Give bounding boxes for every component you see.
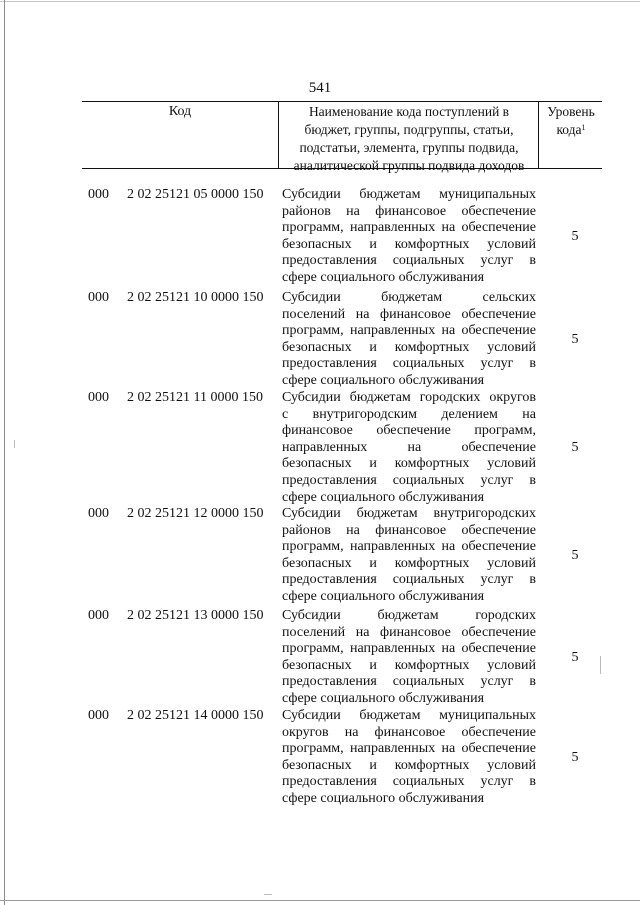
description-line: с внутригородским делением на xyxy=(282,406,536,422)
description-line: безопасных и комфортных условий xyxy=(282,757,536,773)
admin-code: 000 xyxy=(88,608,109,623)
description-line: поселений на финансовое обеспечение xyxy=(282,306,536,322)
description-line: предоставления социальных услуг в xyxy=(282,572,536,588)
description-line: поселений на финансовое обеспечение xyxy=(282,624,536,640)
admin-code: 000 xyxy=(88,506,109,521)
admin-code: 000 xyxy=(88,708,109,723)
description-line: программ, направленных на обеспечение xyxy=(282,323,536,339)
revenue-description xyxy=(282,187,536,287)
revenue-code: 2 02 25121 14 0000 150 xyxy=(127,708,264,723)
description-line: округов на финансовое обеспечение xyxy=(282,724,536,740)
revenue-code: 2 02 25121 12 0000 150 xyxy=(127,506,264,521)
table-header xyxy=(82,101,602,173)
admin-code: 000 xyxy=(88,390,109,405)
page-bottom-edge xyxy=(0,900,640,901)
description-line: сфере социального обслуживания xyxy=(282,489,485,505)
revenue-code: 2 02 25121 11 0000 150 xyxy=(127,390,263,405)
revenue-description xyxy=(282,608,536,708)
description-line: безопасных и комфортных условий xyxy=(282,339,536,355)
scan-speck xyxy=(600,656,601,674)
revenue-description xyxy=(282,708,536,808)
description-line: сфере социального обслуживания xyxy=(282,372,485,388)
revenue-description xyxy=(282,390,536,506)
header-code-cell xyxy=(82,102,279,168)
description-line: Субсидии бюджетам сельских xyxy=(282,290,536,305)
revenue-description xyxy=(282,290,536,390)
description-line: финансовое обеспечение программ, xyxy=(282,423,536,439)
header-name-line: Наименование кода поступлений в xyxy=(308,104,510,119)
header-level-line2 xyxy=(540,122,602,138)
description-line: безопасных и комфортных условий xyxy=(282,555,536,571)
description-line: программ, направленных на обеспечение xyxy=(282,539,536,555)
scan-speck xyxy=(264,894,272,895)
description-line: предоставления социальных услуг в xyxy=(282,472,536,488)
header-level-label: кода xyxy=(556,122,582,137)
description-line: предоставления социальных услуг в xyxy=(282,356,536,372)
description-line: районов на финансовое обеспечение xyxy=(282,203,536,219)
page-left-edge xyxy=(4,0,5,905)
revenue-code: 2 02 25121 10 0000 150 xyxy=(127,290,264,305)
header-level-line1: Уровень xyxy=(547,104,595,119)
description-line: районов на финансовое обеспечение xyxy=(282,522,536,538)
description-line: безопасных и комфортных условий xyxy=(282,236,536,252)
page-number: 541 xyxy=(308,80,332,96)
description-line: сфере социального обслуживания xyxy=(282,588,485,604)
header-level-footnote: 1 xyxy=(581,123,586,132)
admin-code: 000 xyxy=(88,290,109,305)
code-level: 5 xyxy=(571,750,579,765)
code-level: 5 xyxy=(571,229,579,244)
description-line: предоставления социальных услуг в xyxy=(282,253,536,269)
revenue-description xyxy=(282,506,536,606)
revenue-code: 2 02 25121 05 0000 150 xyxy=(127,187,264,202)
description-line: предоставления социальных услуг в xyxy=(282,674,536,690)
code-level: 5 xyxy=(571,440,579,455)
header-level-cell xyxy=(540,102,602,168)
description-line: сфере социального обслуживания xyxy=(282,790,485,806)
description-line: сфере социального обслуживания xyxy=(282,269,485,285)
description-line: Субсидии бюджетам муниципальных xyxy=(282,187,536,202)
revenue-code: 2 02 25121 13 0000 150 xyxy=(127,608,264,623)
description-line: программ, направленных на обеспечение xyxy=(282,641,536,657)
description-line: программ, направленных на обеспечение xyxy=(282,741,536,757)
page-top-edge xyxy=(0,1,640,2)
header-name-cell xyxy=(280,102,539,173)
header-code-label: Код xyxy=(168,104,192,119)
code-level: 5 xyxy=(571,332,579,347)
admin-code: 000 xyxy=(88,187,109,202)
header-name-line: аналитической группы подвида доходов xyxy=(293,158,525,173)
description-line: сфере социального обслуживания xyxy=(282,690,485,706)
header-name-line: подстатьи, элемента, группы подвида, xyxy=(299,140,519,155)
code-level: 5 xyxy=(571,548,579,563)
description-line: Субсидии бюджетам внутригородских xyxy=(282,506,536,521)
description-line: Субсидии бюджетам муниципальных xyxy=(282,708,536,723)
code-level: 5 xyxy=(571,650,579,665)
description-line: направленных на обеспечение xyxy=(282,439,536,455)
description-line: предоставления социальных услуг в xyxy=(282,774,536,790)
description-line: безопасных и комфортных условий xyxy=(282,657,536,673)
description-line: безопасных и комфортных условий xyxy=(282,456,536,472)
description-line: Субсидии бюджетам городских xyxy=(282,608,536,623)
description-line: программ, направленных на обеспечение xyxy=(282,220,536,236)
scan-speck xyxy=(14,440,15,448)
header-name-line: бюджет, группы, подгруппы, статьи, xyxy=(304,122,514,137)
description-line: Субсидии бюджетам городских округов xyxy=(282,390,536,405)
